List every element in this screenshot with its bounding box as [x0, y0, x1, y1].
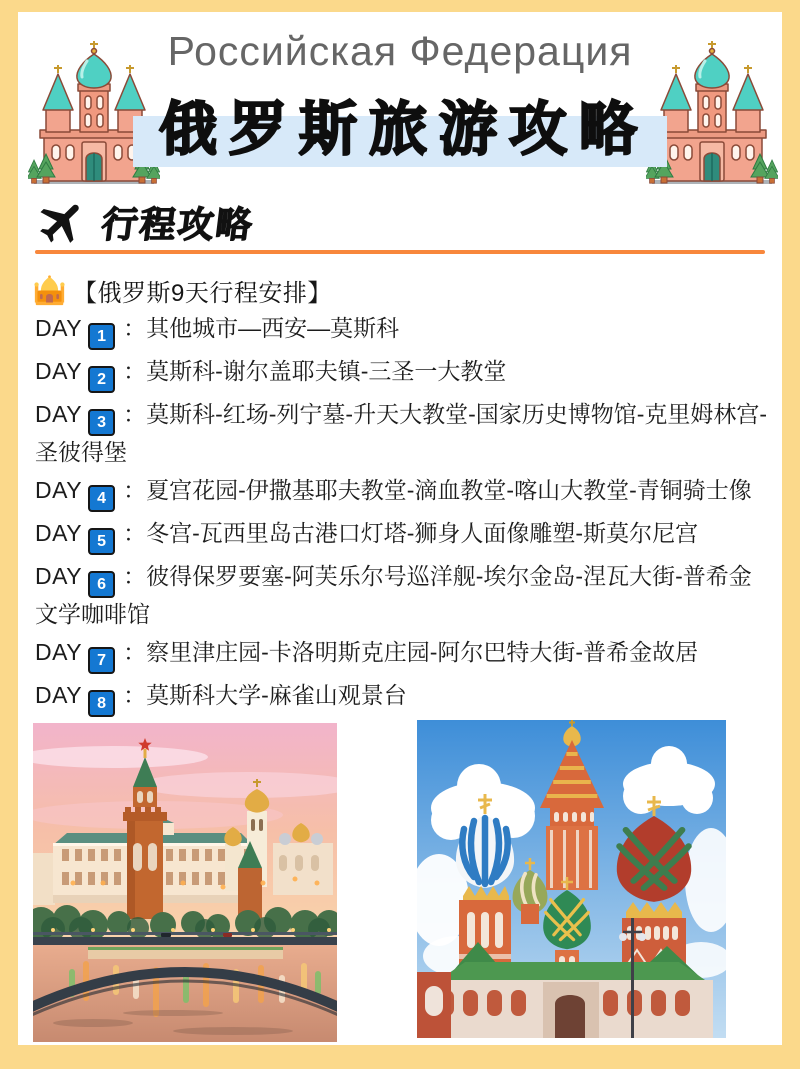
day-list: [35, 312, 783, 765]
day-row: [35, 355, 783, 393]
day-colon: ：: [123, 477, 147, 503]
day-text: 莫斯科-谢尔盖耶夫镇-三圣一大教堂: [146, 358, 507, 384]
golden-palace-icon: [34, 275, 65, 306]
day-number-badge: 6: [88, 571, 115, 598]
day-row: [35, 517, 783, 555]
day-colon: ：: [123, 563, 147, 589]
day-colon: ：: [123, 639, 147, 665]
day-number-badge: 1: [88, 323, 115, 350]
day-colon: ：: [123, 401, 147, 427]
day-row: [35, 474, 783, 512]
day-text: 莫斯科-红场-列宁墓-升天大教堂-国家历史博物馆-克里姆林宫-: [146, 401, 768, 427]
day-colon: ：: [123, 682, 147, 708]
day-text: 冬宫-瓦西里岛古港口灯塔-狮身人面像雕塑-斯莫尔尼宫: [146, 520, 699, 546]
day-text: 其他城市—西安—莫斯科: [146, 315, 400, 341]
day-colon: ：: [123, 358, 147, 384]
day-row: [35, 679, 783, 717]
page-title-row: [18, 92, 782, 167]
day-number-badge: 3: [88, 409, 115, 436]
day-label: DAY: [35, 315, 83, 341]
itinerary-heading: 【俄罗斯9天行程安排】: [73, 280, 332, 307]
section-title: 行程攻略: [99, 203, 257, 245]
day-text-continuation: 圣彼得堡: [35, 439, 127, 465]
day-text: 莫斯科大学-麻雀山观景台: [146, 682, 407, 708]
poster-page: [18, 12, 782, 1045]
day-row: [35, 636, 783, 674]
orange-divider: [35, 250, 765, 254]
itinerary-heading-row: [34, 273, 332, 308]
day-text: 夏宫花园-伊撒基耶夫教堂-滴血教堂-喀山大教堂-青铜骑士像: [146, 477, 752, 503]
day-number-badge: 8: [88, 690, 115, 717]
page-title: 俄罗斯旅游攻略: [133, 92, 667, 167]
day-label: DAY: [35, 477, 83, 503]
day-colon: ：: [123, 315, 147, 341]
day-label: DAY: [35, 682, 83, 708]
section-header: [32, 195, 257, 249]
day-text: 彼得保罗要塞-阿芙乐尔号巡洋舰-埃尔金岛-涅瓦大街-普希金: [146, 563, 752, 589]
day-row: [35, 312, 783, 350]
st-basils-cathedral-photo: [417, 720, 726, 1038]
day-row: [35, 398, 783, 469]
day-number-badge: 5: [88, 528, 115, 555]
day-row: [35, 560, 783, 631]
day-number-badge: 2: [88, 366, 115, 393]
day-number-badge: 4: [88, 485, 115, 512]
day-colon: ：: [123, 520, 147, 546]
day-label: DAY: [35, 639, 83, 665]
header-subtitle: Российская Федерация: [167, 28, 633, 74]
day-label: DAY: [35, 358, 83, 384]
moscow-kremlin-sunset-photo: [33, 723, 337, 1042]
day-label: DAY: [35, 401, 83, 427]
day-label: DAY: [35, 563, 83, 589]
day-text-continuation: 文学咖啡馆: [35, 601, 150, 627]
day-number-badge: 7: [88, 647, 115, 674]
day-text: 察里津庄园-卡洛明斯克庄园-阿尔巴特大街-普希金故居: [146, 639, 699, 665]
day-label: DAY: [35, 520, 83, 546]
